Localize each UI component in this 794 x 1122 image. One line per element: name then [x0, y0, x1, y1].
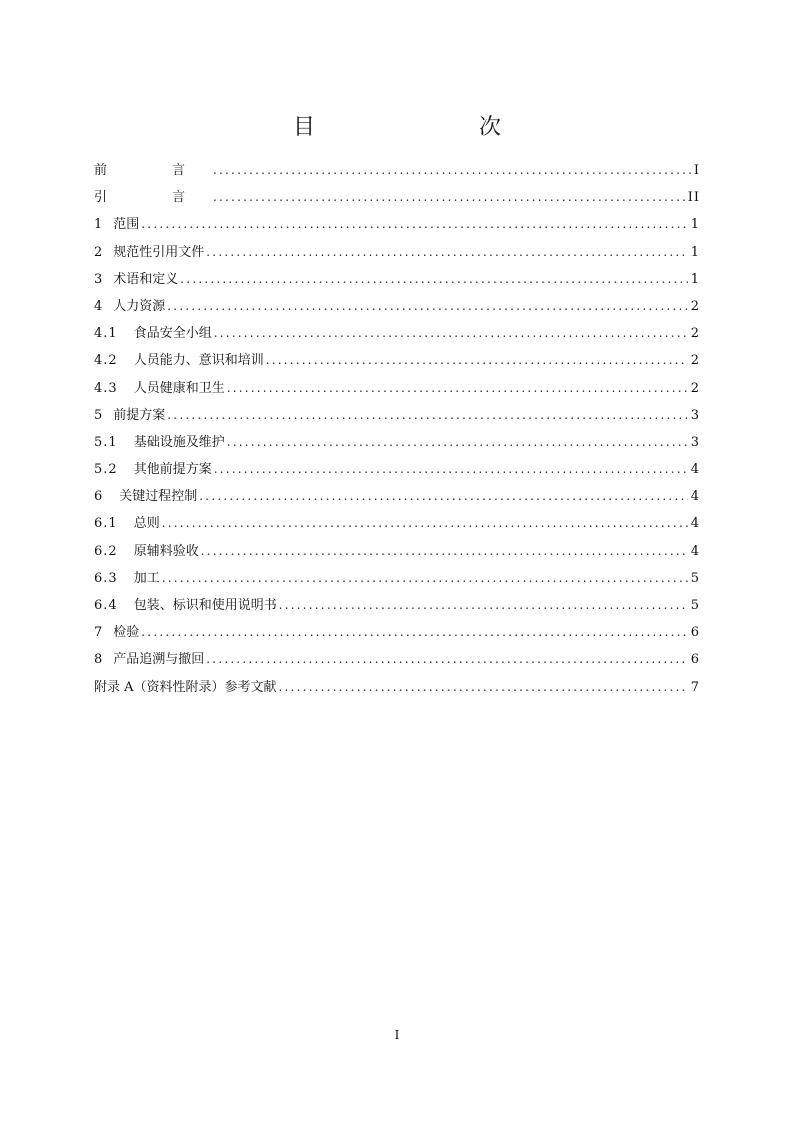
toc-section-number: 5: [94, 407, 104, 423]
toc-page-number: 6: [690, 652, 700, 668]
toc-entry-title: 其他前提方案: [133, 462, 212, 478]
table-of-contents: [94, 157, 700, 701]
toc-page-number: 4: [690, 462, 700, 478]
toc-page-number: 2: [690, 326, 700, 342]
toc-entry-3[interactable]: [94, 266, 700, 293]
toc-leader-dots: [141, 619, 687, 646]
toc-entry-4[interactable]: [94, 293, 700, 320]
toc-section-number: 3: [94, 271, 104, 287]
toc-section-number: 6.1: [94, 516, 118, 532]
toc-leader-dots: [201, 538, 688, 565]
toc-leader-dots: [206, 239, 687, 266]
toc-page-number: 3: [690, 407, 700, 423]
toc-entry-title: 人力资源: [113, 298, 166, 314]
toc-entry-1[interactable]: [94, 211, 700, 238]
toc-entry-title: 食品安全小组: [133, 326, 212, 342]
toc-entry-5-2[interactable]: [94, 456, 700, 483]
toc-entry-title: 引 言: [94, 190, 212, 206]
toc-section-number: 4: [94, 298, 104, 314]
toc-leader-dots: [162, 510, 688, 537]
toc-page-number: 7: [690, 679, 700, 695]
toc-entry-title: 术语和定义: [113, 271, 179, 287]
toc-entry-title: 前 言: [94, 163, 212, 178]
toc-page-number: 5: [690, 570, 700, 586]
toc-leader-dots: [227, 429, 688, 456]
toc-section-number: 5.2: [94, 462, 118, 478]
toc-section-number: 6: [94, 489, 104, 505]
toc-section-number: 4.2: [94, 353, 118, 369]
toc-section-number: 8: [94, 652, 104, 668]
toc-page-number: II: [687, 190, 700, 206]
toc-entry-title: 前提方案: [113, 407, 166, 423]
toc-entry-6-3[interactable]: [94, 565, 700, 592]
toc-entry-title: 包装、标识和使用说明书: [133, 598, 277, 613]
page-title: 目 次: [292, 115, 541, 140]
toc-entry-title: 基础设施及维护: [133, 434, 225, 450]
toc-entry-2[interactable]: [94, 239, 700, 266]
toc-section-number: 4.1: [94, 326, 118, 342]
toc-leader-dots: [214, 320, 688, 347]
toc-leader-dots: [167, 293, 687, 320]
toc-page-number: I: [693, 163, 700, 178]
toc-entry-foreword[interactable]: [94, 157, 700, 184]
toc-entry-title: 关键过程控制: [119, 489, 198, 505]
toc-section-number: 5.1: [94, 434, 118, 450]
toc-entry-title: 产品追溯与撤回: [113, 652, 205, 668]
toc-leader-dots: [213, 157, 691, 184]
toc-leader-dots: [279, 674, 688, 701]
toc-entry-4-3[interactable]: [94, 375, 700, 402]
toc-section-number: 1: [94, 217, 104, 233]
toc-entry-7[interactable]: [94, 619, 700, 646]
toc-page-number: 2: [690, 380, 700, 396]
toc-entry-title: 原辅料验收: [133, 543, 199, 559]
toc-leader-dots: [141, 211, 687, 238]
toc-leader-dots: [227, 375, 688, 402]
toc-leader-dots: [167, 402, 687, 429]
toc-page-number: 5: [690, 598, 700, 613]
toc-entry-title: 范围: [113, 217, 140, 233]
toc-entry-title: 检验: [113, 625, 140, 641]
toc-entry-4-2[interactable]: [94, 347, 700, 374]
toc-entry-5[interactable]: [94, 402, 700, 429]
toc-page-number: 6: [690, 625, 700, 641]
toc-entry-title: 人员能力、意识和培训: [133, 353, 264, 369]
toc-entry-introduction[interactable]: [94, 184, 700, 211]
toc-entry-6-1[interactable]: [94, 510, 700, 537]
toc-entry-5-1[interactable]: [94, 429, 700, 456]
toc-section-number: 6.3: [94, 570, 118, 586]
toc-page-number: 1: [690, 271, 700, 287]
toc-leader-dots: [214, 456, 688, 483]
toc-page-number: 1: [690, 244, 700, 260]
toc-entry-4-1[interactable]: [94, 320, 700, 347]
toc-entry-title: 总则: [133, 516, 160, 532]
toc-entry-title: 附录 A（资料性附录）参考文献: [94, 679, 277, 695]
toc-entry-title: 规范性引用文件: [113, 244, 205, 260]
toc-entry-6-4[interactable]: [94, 592, 700, 619]
toc-section-number: 7: [94, 625, 104, 641]
toc-section-number: 2: [94, 244, 104, 260]
toc-leader-dots: [266, 347, 688, 374]
toc-entry-6-2[interactable]: [94, 538, 700, 565]
toc-entry-title: 人员健康和卫生: [133, 380, 225, 396]
toc-page-number: 1: [690, 217, 700, 233]
toc-page-number: 4: [690, 516, 700, 532]
toc-page-number: 3: [690, 434, 700, 450]
toc-entry-title: 加工: [133, 570, 160, 586]
toc-page-number: 2: [690, 298, 700, 314]
toc-section-number: 6.4: [94, 598, 118, 613]
toc-section-number: 6.2: [94, 543, 118, 559]
toc-leader-dots: [199, 483, 687, 510]
toc-page-number: 2: [690, 353, 700, 369]
toc-leader-dots: [206, 646, 687, 673]
toc-page-number: 4: [690, 489, 700, 505]
toc-entry-appendix-a[interactable]: [94, 674, 700, 701]
toc-leader-dots: [279, 592, 688, 619]
toc-entry-6[interactable]: [94, 483, 700, 510]
toc-leader-dots: [213, 184, 685, 211]
toc-entry-8[interactable]: [94, 646, 700, 673]
toc-page-number: 4: [690, 543, 700, 559]
page-footer-number: I: [394, 1028, 400, 1042]
toc-section-number: 4.3: [94, 380, 118, 396]
toc-leader-dots: [180, 266, 687, 293]
toc-leader-dots: [162, 565, 688, 592]
